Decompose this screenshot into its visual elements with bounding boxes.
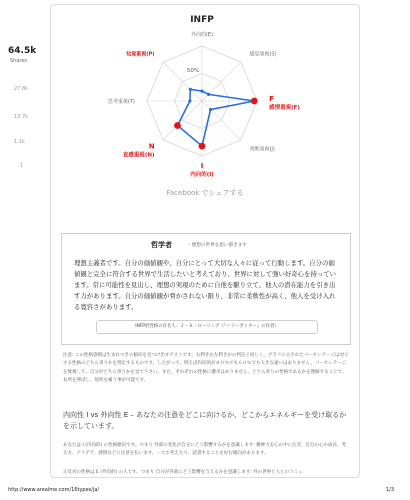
footer-page-number: 1/3 — [386, 487, 395, 493]
share-count-facebook[interactable]: 27.8k — [14, 86, 29, 92]
facebook-share-text: でシェアする — [199, 189, 244, 197]
radar-axis-label: 思考重視(T) — [107, 99, 135, 105]
radar-axis-labels — [108, 31, 300, 178]
introversion-paragraph: あなたは I (内向的) の性格傾向です。つまり 外部の変化が自分にどう影響するかを意識します: 精神力を心の中に注ぎ、自分の心の成長、考え方、アイデア、感情などに注意を払います。一人で考えたり、読書することを好む傾向があります。 — [63, 443, 346, 456]
share-sidebar — [0, 0, 48, 180]
radar-data-point — [188, 99, 191, 102]
share-label: Shares — [10, 58, 28, 64]
share-count: 64.5k — [8, 46, 37, 56]
radar-grid — [147, 46, 257, 156]
radar-axis-label: 直感重視(N) — [122, 152, 155, 159]
radar-axis-letter: N — [148, 142, 155, 151]
famous-person-badge: INFP的性格の有名人：Ｊ・Ｋ・ローリング（『ハリーポッター』の作者） — [96, 320, 318, 334]
radar-data-point — [199, 143, 206, 150]
radar-data-point — [174, 122, 181, 129]
radar-axis-label: 外向的(E) — [190, 31, 214, 38]
radar-data-point — [207, 93, 210, 96]
share-count-other[interactable]: 1 — [20, 163, 24, 169]
radar-axis-label: 感覚重視(S) — [249, 51, 277, 58]
radar-axis-label: 内向的(I) — [190, 172, 214, 179]
footer-url: http://www.arealme.com/16types/ja/ — [8, 487, 100, 493]
disclaimer-note: 注意: この性格診断は生まれつきの傾向を見つけ出すテストです。右利きか左利きかの判定と同じく、グラフに示されたパーセンテージは対立する性格のどちら寄りかを判定するものです。したがって、例えば内向的が８０％でも６０％でも大きな違いはありません。パーセンテージを無視して、自分がどちら寄りかを見て下さい。また、それぞれの性格に優劣はありません。どちら寄りの性格であるかを理解することで、長所を伸ばし、短所を補う事が可能です。 — [63, 353, 349, 383]
radar-scale-label: 50% — [186, 68, 200, 74]
radar-data-point — [189, 88, 192, 91]
facebook-share-link[interactable] — [51, 188, 359, 198]
share-count-line[interactable]: 1.1k — [14, 139, 25, 145]
type-description-box — [61, 233, 351, 345]
share-count-twitter[interactable]: 13.7k — [14, 114, 29, 120]
radar-axis-label: 知覚重視(P) — [126, 51, 155, 58]
radar-spoke — [163, 101, 202, 140]
type-description: 理想主義者です。自分の価値観や、自分にとって大切な人々に従って行動します。自分の価値観と完全に符合する世界で生活したいと考えており、世界に対して強い好奇心を持っています。常に可能性を見出し、理想の実現のために自他を駆り立て、他人の潜在能力を引き出す力があります。自分の価値観が脅かされない限り、非常に柔軟性が高く、他人を受け入れる寛容さがあります。 — [74, 259, 337, 311]
radar-axis-label: 判断重視(J) — [249, 146, 275, 153]
extraversion-paragraph: 正反対の性格は E (外向的) の人です。つまり 自分が外部にどう影響を与えるかを意識します: 外の世界と人とのコミュ — [63, 470, 303, 475]
radar-title: INFP — [190, 15, 214, 25]
radar-profile-points — [174, 88, 258, 150]
radar-axis-label: 感情重視(F) — [269, 105, 300, 111]
type-subtitle: – 理想の世界を思い描きます — [188, 243, 247, 248]
result-card — [50, 4, 360, 478]
facebook-brand: Facebook — [166, 189, 200, 197]
radar-axis-letter: F — [269, 95, 274, 103]
radar-axis-letter: I — [200, 162, 204, 171]
radar-data-point — [209, 108, 212, 111]
section-heading-introversion: 内向性 I vs 外向性 E – あなたの注意をどこに向けるか、どこからエネルギーを受け取るかを示しています。 — [63, 411, 347, 430]
radar-data-point — [200, 90, 203, 93]
radar-data-point — [251, 98, 258, 105]
radar-profile-polygon — [177, 89, 254, 146]
personality-radar-chart — [51, 5, 359, 183]
type-title: 哲学者 — [151, 241, 172, 249]
